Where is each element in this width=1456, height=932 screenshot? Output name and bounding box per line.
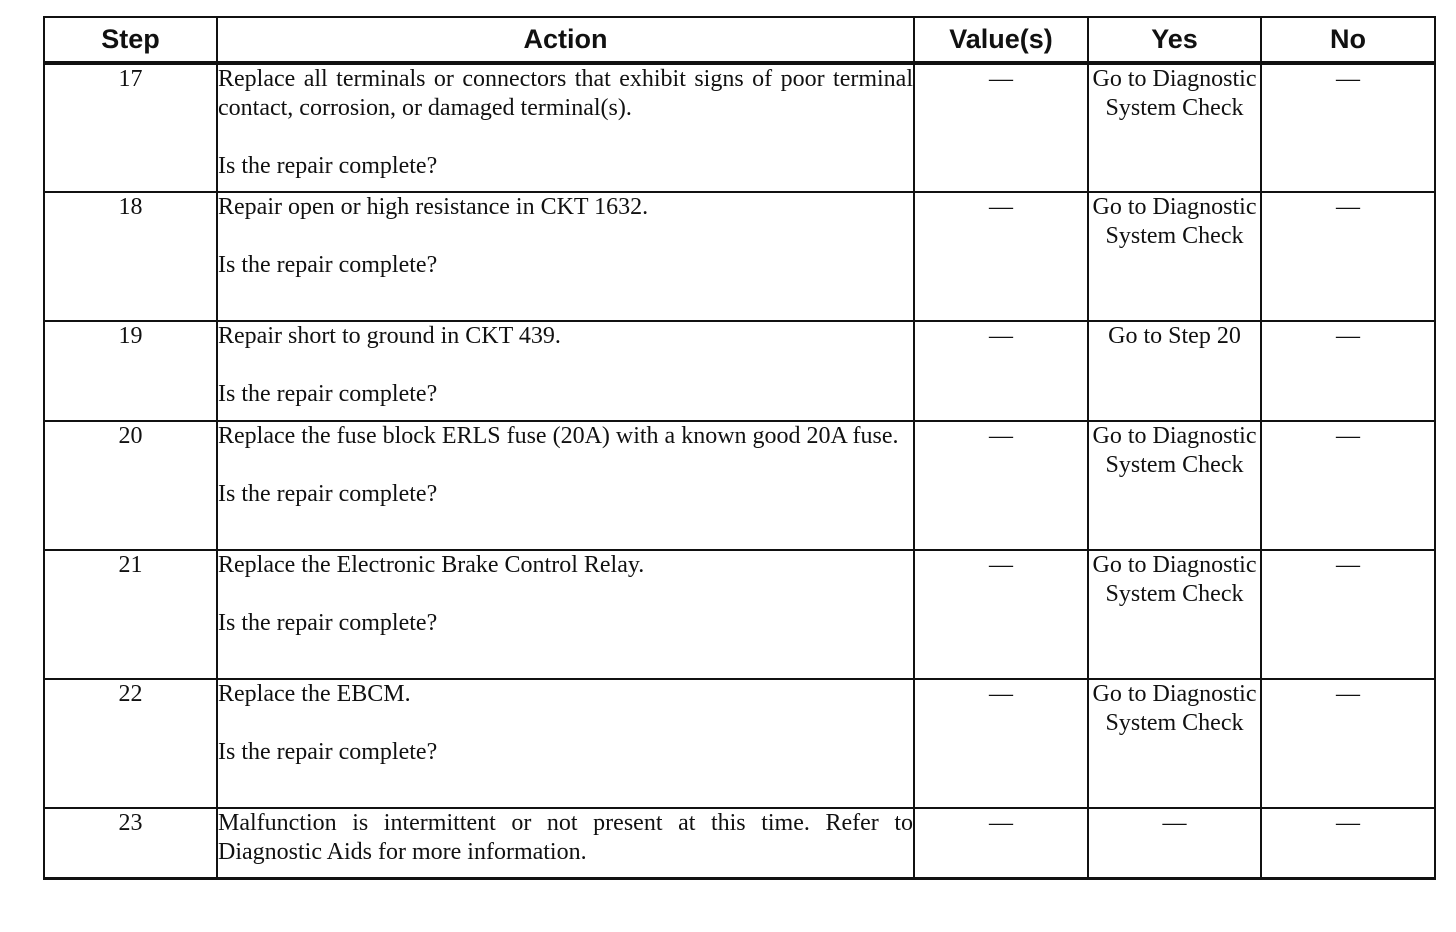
header-no: No	[1261, 17, 1435, 63]
table-row	[44, 192, 1435, 321]
yes-cell	[1088, 321, 1261, 421]
yes-cell	[1088, 808, 1261, 878]
value-cell: —	[914, 421, 1088, 550]
action-text: Replace all terminals or connectors that exhibit signs of poor terminal contact, corrosion, or damaged terminal(s).	[218, 66, 913, 121]
yes-text: —	[1162, 810, 1187, 836]
action-text: Replace the Electronic Brake Control Relay.	[218, 552, 645, 578]
table-row	[44, 63, 1435, 192]
no-cell: —	[1261, 321, 1435, 421]
action-text: Replace the EBCM.	[218, 681, 411, 707]
step-number: 20	[44, 421, 217, 550]
yes-cell	[1088, 192, 1261, 321]
yes-text: Go to Diagnostic System Check	[1092, 66, 1257, 121]
step-number: 17	[44, 63, 217, 192]
header-step: Step	[44, 17, 217, 63]
action-text: Repair open or high resistance in CKT 1632.	[218, 194, 649, 220]
yes-cell	[1088, 421, 1261, 550]
action-text: Malfunction is intermittent or not present at this time. Refer to Diagnostic Aids for more information.	[218, 810, 913, 865]
step-number: 19	[44, 321, 217, 421]
question-text: Is the repair complete?	[218, 381, 438, 407]
table-header-row	[44, 17, 1435, 63]
step-number: 22	[44, 679, 217, 808]
no-cell: —	[1261, 421, 1435, 550]
question-text: Is the repair complete?	[218, 610, 438, 636]
question-text: Is the repair complete?	[218, 252, 438, 278]
value-cell: —	[914, 192, 1088, 321]
step-number: 21	[44, 550, 217, 679]
table-row	[44, 808, 1435, 878]
action-cell	[217, 679, 914, 808]
action-cell	[217, 550, 914, 679]
yes-text: Go to Diagnostic System Check	[1092, 681, 1257, 736]
question-text: Is the repair complete?	[218, 739, 438, 765]
no-cell: —	[1261, 63, 1435, 192]
no-cell: —	[1261, 679, 1435, 808]
yes-text: Go to Diagnostic System Check	[1092, 194, 1257, 249]
no-cell: —	[1261, 192, 1435, 321]
action-text: Replace the fuse block ERLS fuse (20A) with a known good 20A fuse.	[218, 423, 899, 449]
diagnostic-table-container	[43, 16, 1434, 880]
value-cell: —	[914, 321, 1088, 421]
table-row	[44, 679, 1435, 808]
action-cell	[217, 192, 914, 321]
action-cell	[217, 63, 914, 192]
value-cell: —	[914, 63, 1088, 192]
header-yes: Yes	[1088, 17, 1261, 63]
action-cell	[217, 421, 914, 550]
step-number: 18	[44, 192, 217, 321]
value-cell: —	[914, 679, 1088, 808]
no-cell: —	[1261, 808, 1435, 878]
step-number: 23	[44, 808, 217, 878]
header-values: Value(s)	[914, 17, 1088, 63]
value-cell: —	[914, 550, 1088, 679]
header-action: Action	[217, 17, 914, 63]
yes-text: Go to Diagnostic System Check	[1092, 423, 1257, 478]
value-cell: —	[914, 808, 1088, 878]
action-cell	[217, 808, 914, 878]
no-cell: —	[1261, 550, 1435, 679]
yes-cell	[1088, 63, 1261, 192]
yes-cell	[1088, 550, 1261, 679]
diagnostic-steps-table	[43, 16, 1436, 880]
yes-text: Go to Diagnostic System Check	[1092, 552, 1257, 607]
yes-cell	[1088, 679, 1261, 808]
table-row	[44, 421, 1435, 550]
question-text: Is the repair complete?	[218, 153, 438, 179]
table-row	[44, 550, 1435, 679]
question-text: Is the repair complete?	[218, 481, 438, 507]
action-text: Repair short to ground in CKT 439.	[218, 323, 561, 349]
action-cell	[217, 321, 914, 421]
yes-text: Go to Step 20	[1108, 323, 1241, 349]
table-row	[44, 321, 1435, 421]
